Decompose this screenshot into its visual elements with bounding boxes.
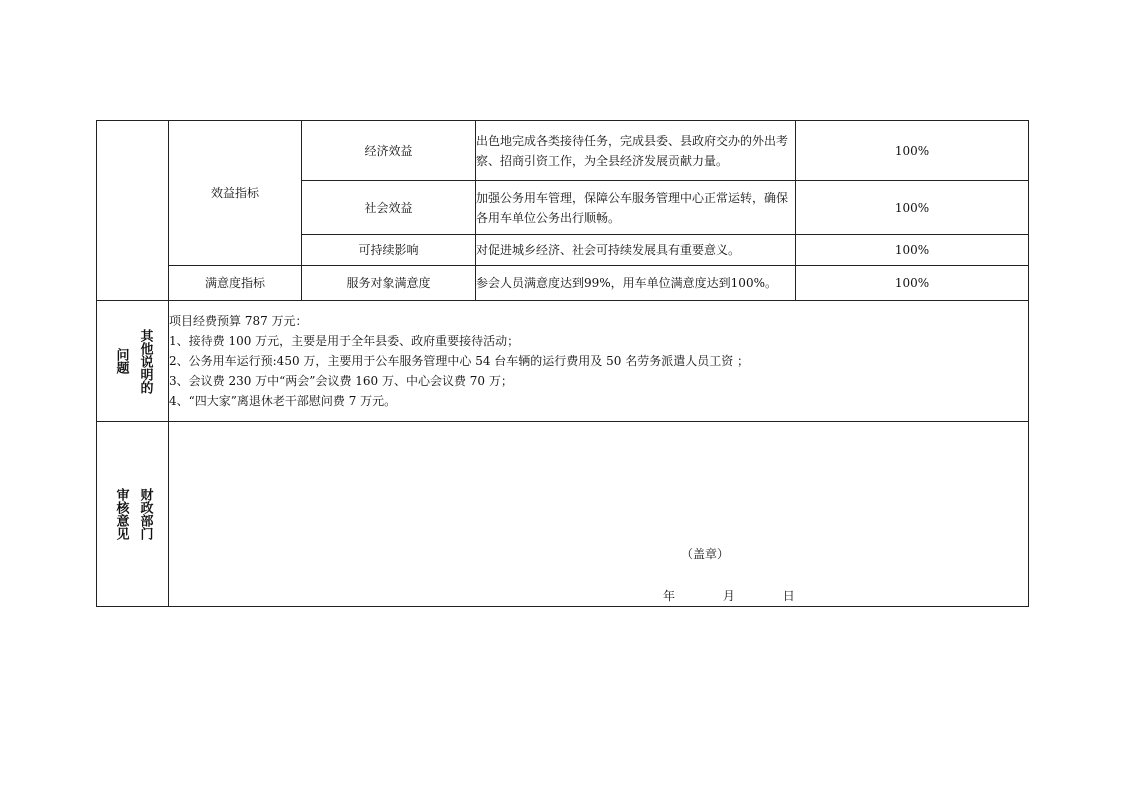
indicator-cell: 经济效益 (302, 121, 476, 181)
notes-line: 2、公务用车运行预:450 万，主要用于公车服务管理中心 54 台车辆的运行费用及 50 名劳务派遣人员工资 ； (169, 354, 750, 368)
performance-table (96, 120, 1029, 607)
finance-opinion-content (169, 422, 1029, 607)
finance-opinion-label (97, 488, 168, 540)
date-year: 年 (663, 589, 676, 603)
description-cell: 加强公务用车管理，保障公车服务管理中心正常运转，确保各用车单位公务出行顺畅。 (476, 181, 796, 235)
date-day: 日 (782, 589, 795, 603)
other-notes-label-col2: 问题 (113, 348, 129, 374)
other-notes-label-cell (97, 301, 169, 422)
value-cell: 100% (796, 121, 1029, 181)
other-notes-row (97, 301, 1029, 422)
value-cell: 100% (796, 266, 1029, 301)
indicator-cell: 社会效益 (302, 181, 476, 235)
value-cell: 100% (796, 181, 1029, 235)
value-cell: 100% (796, 235, 1029, 266)
notes-line: 3、会议费 230 万中“两会”会议费 160 万、中心会议费 70 万； (169, 374, 513, 388)
finance-opinion-label-cell (97, 422, 169, 607)
finance-opinion-row (97, 422, 1029, 607)
satisfaction-category-cell: 满意度指标 (169, 266, 302, 301)
notes-line: 项目经费预算 787 万元： (169, 314, 308, 328)
budget-performance-table-page (96, 120, 1029, 607)
indicator-cell: 服务对象满意度 (302, 266, 476, 301)
seal-placeholder: （盖章） (681, 547, 730, 561)
description-cell: 对促进城乡经济、社会可持续发展具有重要意义。 (476, 235, 796, 266)
date-month: 月 (722, 589, 735, 603)
description-cell: 参会人员满意度达到99%，用车单位满意度达到100%。 (476, 266, 796, 301)
description-cell: 出色地完成各类接待任务，完成县委、县政府交办的外出考察、招商引资工作，为全县经济发展贡献力量。 (476, 121, 796, 181)
notes-line: 1、接待费 100 万元，主要是用于全年县委、政府重要接待活动； (169, 334, 520, 348)
other-notes-content (169, 301, 1029, 422)
date-line (663, 586, 819, 606)
blank-cell (97, 121, 169, 301)
indicator-cell: 可持续影响 (302, 235, 476, 266)
other-notes-label (97, 329, 168, 394)
finance-opinion-label-col2: 审核意见 (113, 488, 129, 540)
table-row (97, 266, 1029, 301)
notes-line: 4、“四大家”离退休老干部慰问费 7 万元。 (169, 394, 397, 408)
other-notes-label-col1: 其他说明的 (137, 328, 153, 394)
finance-opinion-label-col1: 财政部门 (137, 488, 153, 540)
table-row (97, 121, 1029, 181)
benefit-category-cell: 效益指标 (169, 121, 302, 266)
